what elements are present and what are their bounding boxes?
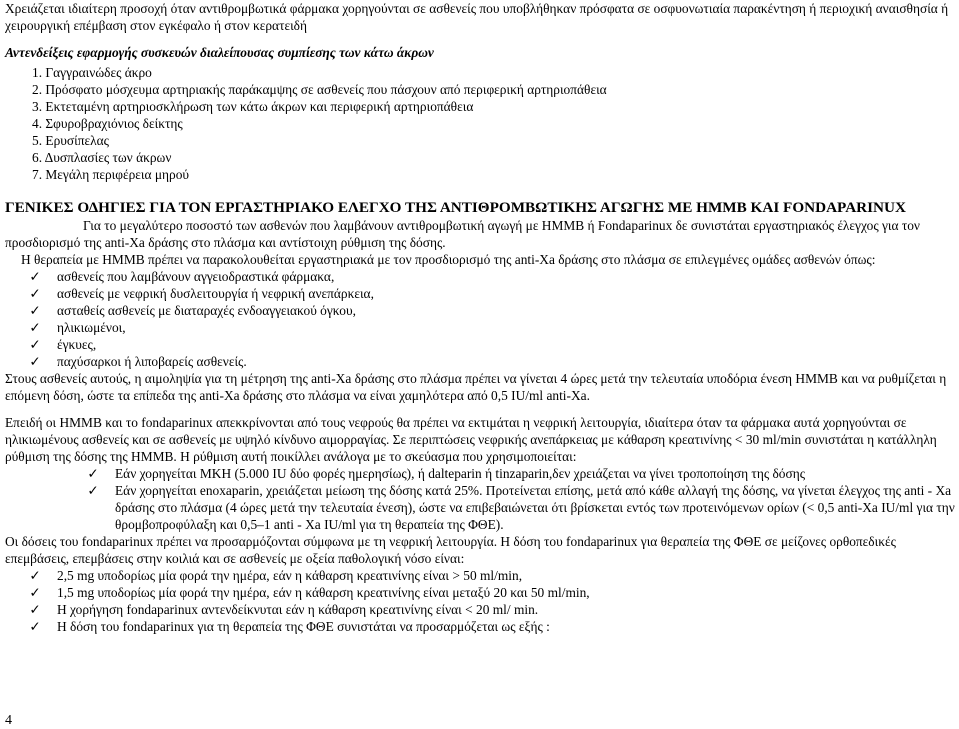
checkmark-icon: ✓ [87, 466, 99, 481]
list-item: ✓ Εάν χορηγείται enoxaparin, χρειάζεται μείωση της δόσης κατά 25%. Προτείνεται επίσης, μετά από κάθε αλλαγή της δόσης, να γίνεται έλεγχος της anti - Xa δράσης στο πλάσμα (4 ώρες μετά την τελευταία ένεση), ώστε να επιβεβαιώνεται ότι βρίσκεται εντός των προτεινόμενων ορίων (< 0,5 anti-Xa IU/ml για την θρομβοπροφύλαξη και 0,5–1 anti - Xa IU/ml για τη θεραπεία της ΦΘΕ). [85, 482, 955, 533]
paragraph-renal-function: Επειδή οι ΗΜΜΒ και το fondaparinux απεκκρίνονται από τους νεφρούς θα πρέπει να εκτιμάται η νεφρική λειτουργία, ιδιαίτερα όταν τα φάρμακα αυτά χορηγούνται σε ηλικιωμένους ασθενείς και σε ασθενείς με υψηλό κίνδυνο αιμορραγίας. Σε περιπτώσεις νεφρικής ανεπάρκειας με κάθαρση κρεατινίνης < 30 ml/min συνιστάται η κατάλληλη ρύθμιση της δόσης της ΗΜΜΒ. Η ρύθμιση αυτή ποικίλλει ανάλογα με το σκεύασμα που χρησιμοποιείται: [5, 415, 937, 464]
intro-paragraph: Χρειάζεται ιδιαίτερη προσοχή όταν αντιθρομβωτικά φάρμακα χορηγούνται σε ασθενείς που υποβλήθηκαν πρόσφατα σε οσφυονωτιαία παρακέντηση ή περιοχική αναισθησία ή χειρουργική επέμβαση στον εγκέφαλο ή στον κερατειδή [5, 1, 949, 33]
list-item: ✓ παχύσαρκοι ή λιποβαρείς ασθενείς. [27, 353, 955, 370]
list-item: 4. Σφυροβραχιόνιος δείκτης [32, 116, 183, 131]
checkmark-icon: ✓ [29, 320, 41, 335]
renal-adjustment-list [5, 465, 955, 533]
checkmark-icon: ✓ [29, 354, 41, 369]
patient-groups-list [5, 268, 955, 370]
checkmark-icon: ✓ [29, 619, 41, 634]
list-item: ✓ Η δόση του fondaparinux για τη θεραπεία της ΦΘΕ συνιστάται να προσαρμόζεται ως εξής : [27, 618, 955, 635]
paragraph-sampling: Στους ασθενείς αυτούς, η αιμοληψία για τη μέτρηση της anti-Xa δράσης στο πλάσμα πρέπει να γίνεται 4 ώρες μετά την τελευταία υποδόρια ένεση ΗΜΜΒ και να ρυθμίζεται η επόμενη δόση, ώστε τα επίπεδα της anti-Xa δράσης στο πλάσμα να είναι χαμηλότερα από 0,5 IU/ml anti-Xa. [5, 371, 947, 403]
list-item: ✓ 2,5 mg υποδορίως μία φορά την ημέρα, εάν η κάθαρση κρεατινίνης είναι > 50 ml/min, [27, 567, 955, 584]
list-item: 7. Μεγάλη περιφέρεια μηρού [32, 167, 190, 182]
paragraph-lab-monitoring: Για το μεγαλύτερο ποσοστό των ασθενών που λαμβάνουν αντιθρομβωτική αγωγή με ΗΜΜΒ ή Fondaparinux δε συνιστάται εργαστηριακός έλεγχος για τον προσδιορισμό της anti-Xa δράσης στο πλάσμα και αντίστοιχη ρύθμιση της δόσης. [5, 218, 920, 250]
page-number: 4 [5, 713, 12, 728]
list-item: 6. Δυσπλασίες των άκρων [32, 150, 172, 165]
list-item: 5. Ερυσίπελας [32, 133, 109, 148]
list-item: ✓ ασταθείς ασθενείς με διαταραχές ενδοαγγειακού όγκου, [27, 302, 955, 319]
checkmark-icon: ✓ [29, 303, 41, 318]
fondaparinux-dose-list [5, 567, 955, 635]
checkmark-icon: ✓ [29, 568, 41, 583]
checkmark-icon: ✓ [29, 286, 41, 301]
contraindications-list [5, 64, 955, 183]
paragraph-selected-groups: Η θεραπεία με ΗΜΜΒ πρέπει να παρακολουθείται εργαστηριακά με τον προσδιορισμό της anti-Xa δράσης στο πλάσμα σε επιλεγμένες ομάδες ασθενών όπως: [21, 252, 876, 267]
checkmark-icon: ✓ [29, 585, 41, 600]
list-item: ✓ ασθενείς με νεφρική δυσλειτουργία ή νεφρική ανεπάρκεια, [27, 285, 955, 302]
list-item: ✓ ηλικιωμένοι, [27, 319, 955, 336]
contraindications-heading: Αντενδείξεις εφαρμογής συσκευών διαλείπουσας συμπίεσης των κάτω άκρων [5, 45, 434, 60]
list-item: 3. Εκτεταμένη αρτηριοσκλήρωση των κάτω άκρων και περιφερική αρτηριοπάθεια [32, 99, 474, 114]
list-item: ✓ Η χορήγηση fondaparinux αντενδείκνυται εάν η κάθαρση κρεατινίνης είναι < 20 ml/ min. [27, 601, 955, 618]
main-heading: ΓΕΝΙΚΕΣ ΟΔΗΓΙΕΣ ΓΙΑ ΤΟΝ ΕΡΓΑΣΤΗΡΙΑΚΟ ΕΛΕΓΧΟ ΤΗΣ ΑΝΤΙΘΡΟΜΒΩΤΙΚΗΣ ΑΓΩΓΗΣ ΜΕ ΗΜΜΒ ΚΑΙ FONDAPARINUX [5, 199, 906, 216]
paragraph-fondaparinux-doses: Οι δόσεις του fondaparinux πρέπει να προσαρμόζονται σύμφωνα με τη νεφρική λειτουργία. Η δόση του fondaparinux για θεραπεία της ΦΘΕ σε μείζονες ορθοπεδικές επεμβάσεις, επεμβάσεις στην κοιλιά και σε ασθενείς με οξεία παθολογική νόσο είναι: [5, 534, 896, 566]
list-item: ✓ Εάν χορηγείται ΜΚΗ (5.000 IU δύο φορές ημερησίως), ή dalteparin ή tinzaparin,δεν χρειάζεται να γίνει τροποποίηση της δόσης [85, 465, 955, 482]
list-item: 1. Γαγγραινώδες άκρο [32, 65, 152, 80]
document-page [5, 0, 955, 635]
list-item: ✓ ασθενείς που λαμβάνουν αγγειοδραστικά φάρμακα, [27, 268, 955, 285]
checkmark-icon: ✓ [29, 337, 41, 352]
checkmark-icon: ✓ [29, 269, 41, 284]
checkmark-icon: ✓ [87, 483, 99, 498]
list-item: ✓ 1,5 mg υποδορίως μία φορά την ημέρα, εάν η κάθαρση κρεατινίνης είναι μεταξύ 20 και 50 ml/min, [27, 584, 955, 601]
list-item: ✓ έγκυες, [27, 336, 955, 353]
list-item: 2. Πρόσφατο μόσχευμα αρτηριακής παράκαμψης σε ασθενείς που πάσχουν από περιφερική αρτηριοπάθεια [32, 82, 607, 97]
checkmark-icon: ✓ [29, 602, 41, 617]
